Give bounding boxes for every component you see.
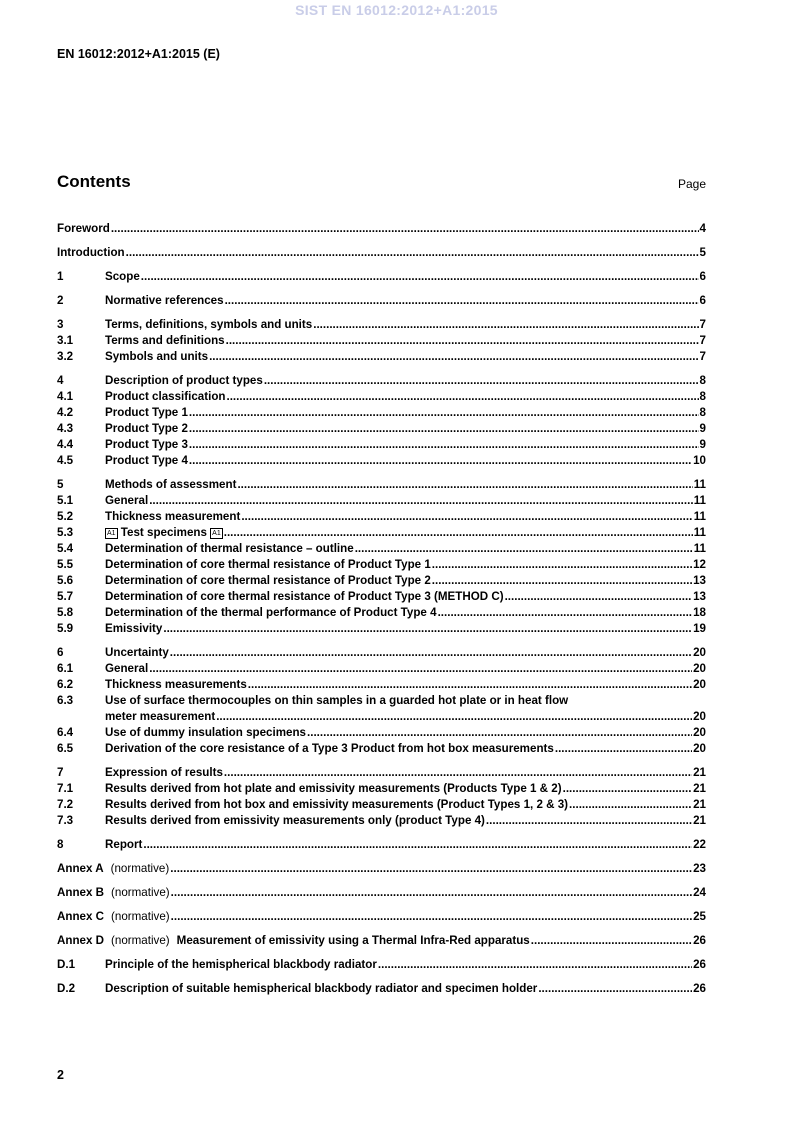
toc-title: Normative references: [105, 294, 224, 307]
toc-page: 18: [693, 606, 706, 619]
leader-dots: [170, 645, 692, 661]
toc-title: [57, 861, 169, 877]
toc-page: 7: [699, 334, 706, 347]
leader-dots: [224, 525, 693, 541]
toc-number: 6.3: [57, 694, 74, 707]
leader-dots: [313, 317, 698, 333]
toc-number: 7.3: [57, 814, 74, 827]
leader-dots: [170, 861, 692, 877]
toc-number: 4.4: [57, 438, 74, 451]
toc-title: Scope: [105, 270, 140, 283]
toc-page: 12: [693, 558, 706, 571]
toc-page: 21: [693, 814, 706, 827]
toc-number: 3.1: [57, 334, 74, 347]
toc-title: Description of suitable hemispherical blackbody radiator and specimen holder: [105, 982, 538, 995]
toc-page: 26: [693, 982, 706, 995]
toc-page: 6: [699, 294, 706, 307]
toc-page: 7: [699, 318, 706, 331]
toc-entry-8[interactable]: [57, 837, 706, 853]
toc-number: 5.2: [57, 510, 74, 523]
toc-page: 24: [693, 886, 706, 899]
toc-entry-3[interactable]: [57, 317, 706, 333]
leader-dots: [171, 885, 692, 901]
toc-title: meter measurement: [105, 710, 216, 723]
toc-title: Description of product types: [105, 374, 263, 387]
toc-page: 21: [693, 798, 706, 811]
toc-title: Product Type 4: [105, 454, 188, 467]
toc-page: 22: [693, 838, 706, 851]
toc-page: 8: [699, 406, 706, 419]
toc-entry-2[interactable]: [57, 293, 706, 309]
toc-title: Symbols and units: [105, 350, 209, 363]
toc-entry-annex-d[interactable]: [57, 933, 706, 949]
toc-entry-foreword[interactable]: [57, 221, 706, 237]
toc-title: Determination of thermal resistance – outline: [105, 542, 354, 555]
toc-entry-6-3[interactable]: [57, 693, 706, 709]
amendment-end-marker: A1: [212, 530, 221, 537]
leader-dots: [226, 389, 698, 405]
toc-title: Thickness measurement: [105, 510, 241, 523]
leader-dots: [189, 405, 699, 421]
toc-number: 4: [57, 374, 64, 387]
toc-entry-7[interactable]: [57, 765, 706, 781]
toc-entry-1[interactable]: [57, 269, 706, 285]
toc-number: 6.1: [57, 662, 74, 675]
toc-page: 20: [693, 726, 706, 739]
toc-page: 13: [693, 590, 706, 603]
toc-page: 19: [693, 622, 706, 635]
toc-entry-d1[interactable]: [57, 957, 706, 973]
toc-entry-introduction[interactable]: [57, 245, 706, 261]
toc-entry-6-4[interactable]: [57, 725, 706, 741]
leader-dots: [209, 349, 698, 365]
leader-dots: [378, 957, 692, 973]
toc-page: 25: [693, 910, 706, 923]
toc-title: Results derived from hot box and emissivity measurements (Product Types 1, 2 & 3): [105, 798, 569, 811]
toc-page: 26: [693, 934, 706, 947]
toc-number: 7.2: [57, 798, 74, 811]
toc-number: 6.2: [57, 678, 74, 691]
toc-entry-5-6[interactable]: [57, 573, 706, 589]
toc-entry-4[interactable]: [57, 373, 706, 389]
toc-entry-6[interactable]: [57, 645, 706, 661]
toc-number: D.2: [57, 982, 76, 995]
toc-title: Expression of results: [105, 766, 223, 779]
leader-dots: [241, 509, 692, 525]
toc-page: 20: [693, 662, 706, 675]
toc-number: 5: [57, 478, 64, 491]
toc-number: 7: [57, 766, 64, 779]
toc-number: 5.4: [57, 542, 74, 555]
toc-title-text: Test specimens: [120, 526, 207, 539]
toc-number: D.1: [57, 958, 76, 971]
toc-page: 10: [693, 454, 706, 467]
toc-title: Methods of assessment: [105, 478, 237, 491]
toc-title: Use of surface thermocouples on thin samples in a guarded hot plate or in heat flow: [105, 694, 569, 707]
toc-entry-7-3[interactable]: [57, 813, 706, 829]
toc-number: 5.1: [57, 494, 74, 507]
toc-number: 3: [57, 318, 64, 331]
leader-dots: [216, 709, 692, 725]
toc-number: 6.4: [57, 726, 74, 739]
toc-title: [57, 909, 170, 925]
toc-number: 1: [57, 270, 64, 283]
leader-dots: [141, 269, 699, 285]
toc-entry-5-2[interactable]: [57, 509, 706, 525]
toc-number: 8: [57, 838, 64, 851]
toc-title: Determination of the thermal performance of Product Type 4: [105, 606, 437, 619]
contents-heading: Contents: [57, 172, 131, 191]
toc-page: 7: [699, 350, 706, 363]
toc-title: Terms and definitions: [105, 334, 225, 347]
toc-title: Product Type 2: [105, 422, 188, 435]
toc-title: Product Type 3: [105, 438, 188, 451]
annex-type: (normative): [110, 862, 170, 875]
toc-title: Uncertainty: [105, 646, 169, 659]
annex-type: (normative): [111, 934, 170, 947]
leader-dots: [171, 909, 692, 925]
toc-title: Terms, definitions, symbols and units: [105, 318, 313, 331]
leader-dots: [226, 333, 699, 349]
toc-entry-5-9[interactable]: [57, 621, 706, 637]
toc-page: 11: [693, 494, 706, 507]
leader-dots: [438, 605, 693, 621]
page-number: 2: [57, 1068, 64, 1082]
leader-dots: [264, 373, 699, 389]
toc-number: 4.5: [57, 454, 74, 467]
leader-dots: [432, 557, 692, 573]
toc-title: Results derived from emissivity measurements only (product Type 4): [105, 814, 485, 827]
toc-title: Product Type 1: [105, 406, 188, 419]
toc-title: [57, 933, 530, 949]
toc-number: 5.9: [57, 622, 74, 635]
toc-number: 4.1: [57, 390, 74, 403]
toc-page: 20: [693, 710, 706, 723]
toc-number: 5.5: [57, 558, 74, 571]
toc-number: 6: [57, 646, 64, 659]
toc-page: 11: [693, 542, 706, 555]
toc-entry-4-2[interactable]: [57, 405, 706, 421]
leader-dots: [143, 837, 692, 853]
leader-dots: [189, 421, 699, 437]
toc-entry-6-1[interactable]: [57, 661, 706, 677]
leader-dots: [237, 477, 692, 493]
toc-page: 20: [693, 678, 706, 691]
leader-dots: [189, 437, 699, 453]
toc-number: 5.7: [57, 590, 74, 603]
leader-dots: [111, 221, 699, 237]
annex-label: Annex B: [57, 886, 105, 899]
toc-title: Results derived from hot plate and emissivity measurements (Products Type 1 & 2): [105, 782, 562, 795]
toc-page: 11: [693, 478, 706, 491]
toc-entry-5-7[interactable]: [57, 589, 706, 605]
toc-entry-annex-c[interactable]: [57, 909, 706, 925]
leader-dots: [224, 765, 692, 781]
toc-entry-3-2[interactable]: [57, 349, 706, 365]
toc-title: [57, 885, 170, 901]
toc-entry-4-4[interactable]: [57, 437, 706, 453]
leader-dots: [569, 797, 692, 813]
toc-entry-6-3-continued[interactable]: [57, 709, 706, 725]
watermark: SIST EN 16012:2012+A1:2015: [295, 2, 498, 18]
toc-entry-5-3[interactable]: [57, 525, 706, 541]
toc-title: Derivation of the core resistance of a Type 3 Product from hot box measurements: [105, 742, 554, 755]
toc-page: 8: [699, 374, 706, 387]
annex-label: Annex C: [57, 910, 105, 923]
toc-number: 5.6: [57, 574, 74, 587]
leader-dots: [531, 933, 692, 949]
toc-number: 2: [57, 294, 64, 307]
toc-number: 4.2: [57, 406, 74, 419]
toc-page: 20: [693, 742, 706, 755]
leader-dots: [149, 661, 692, 677]
toc-entry-annex-a[interactable]: [57, 861, 706, 877]
toc-entry-4-5[interactable]: [57, 453, 706, 469]
toc-title: Thickness measurements: [105, 678, 247, 691]
annex-type: (normative): [111, 886, 170, 899]
toc-number: 3.2: [57, 350, 74, 363]
leader-dots: [538, 981, 692, 997]
toc-page: 21: [693, 766, 706, 779]
toc-title: Emissivity: [105, 622, 163, 635]
leader-dots: [126, 245, 699, 261]
toc-entry-5-8[interactable]: [57, 605, 706, 621]
toc-page: 21: [693, 782, 706, 795]
toc-entry-5-1[interactable]: [57, 493, 706, 509]
toc-entry-5[interactable]: [57, 477, 706, 493]
toc-number: 6.5: [57, 742, 74, 755]
toc-page: 9: [699, 422, 706, 435]
toc-page: 13: [693, 574, 706, 587]
toc-title: Product classification: [105, 390, 226, 403]
toc-page: 20: [693, 646, 706, 659]
toc-title: Determination of core thermal resistance of Product Type 1: [105, 558, 431, 571]
toc-entry-5-5[interactable]: [57, 557, 706, 573]
leader-dots: [432, 573, 692, 589]
toc-entry-6-2[interactable]: [57, 677, 706, 693]
leader-dots: [189, 453, 692, 469]
table-of-contents: [57, 221, 706, 997]
annex-type: (normative): [111, 910, 170, 923]
toc-title: General: [105, 662, 149, 675]
toc-title: Determination of core thermal resistance of Product Type 2: [105, 574, 431, 587]
leader-dots: [248, 677, 692, 693]
toc-entry-4-1[interactable]: [57, 389, 706, 405]
leader-dots: [225, 293, 699, 309]
toc-entry-7-2[interactable]: [57, 797, 706, 813]
toc-number: 5.3: [57, 526, 74, 539]
toc-entry-7-1[interactable]: [57, 781, 706, 797]
toc-title: [105, 525, 223, 541]
toc-title: Introduction: [57, 246, 125, 259]
leader-dots: [149, 493, 693, 509]
toc-number: 5.8: [57, 606, 74, 619]
toc-page: 11: [693, 526, 706, 539]
leader-dots: [505, 589, 693, 605]
toc-title: General: [105, 494, 149, 507]
toc-title: Determination of core thermal resistance of Product Type 3 (METHOD C): [105, 590, 504, 603]
amendment-start-marker: A1: [107, 530, 116, 537]
toc-page: 6: [699, 270, 706, 283]
toc-entry-3-1[interactable]: [57, 333, 706, 349]
page-column-label: Page: [677, 177, 706, 191]
annex-label: Annex A: [57, 862, 104, 875]
toc-page: 11: [693, 510, 706, 523]
leader-dots: [563, 781, 693, 797]
toc-page: 8: [699, 390, 706, 403]
annex-title: Measurement of emissivity using a Thermal Infra-Red apparatus: [176, 934, 530, 947]
toc-number: 7.1: [57, 782, 74, 795]
toc-page: 4: [699, 222, 706, 235]
toc-title: Foreword: [57, 222, 110, 235]
document-id: EN 16012:2012+A1:2015 (E): [57, 47, 220, 61]
toc-title: Report: [105, 838, 143, 851]
annex-label: Annex D: [57, 934, 105, 947]
toc-title: Principle of the hemispherical blackbody radiator: [105, 958, 377, 971]
leader-dots: [486, 813, 692, 829]
toc-page: 9: [699, 438, 706, 451]
toc-entry-annex-b[interactable]: [57, 885, 706, 901]
toc-entry-d2[interactable]: [57, 981, 706, 997]
toc-title: Use of dummy insulation specimens: [105, 726, 307, 739]
leader-dots: [163, 621, 692, 637]
toc-page: 26: [693, 958, 706, 971]
toc-page: 5: [699, 246, 706, 259]
toc-entry-5-4[interactable]: [57, 541, 706, 557]
toc-page: 23: [693, 862, 706, 875]
toc-entry-4-3[interactable]: [57, 421, 706, 437]
leader-dots: [355, 541, 693, 557]
toc-entry-6-5[interactable]: [57, 741, 706, 757]
leader-dots: [555, 741, 692, 757]
leader-dots: [307, 725, 692, 741]
toc-number: 4.3: [57, 422, 74, 435]
